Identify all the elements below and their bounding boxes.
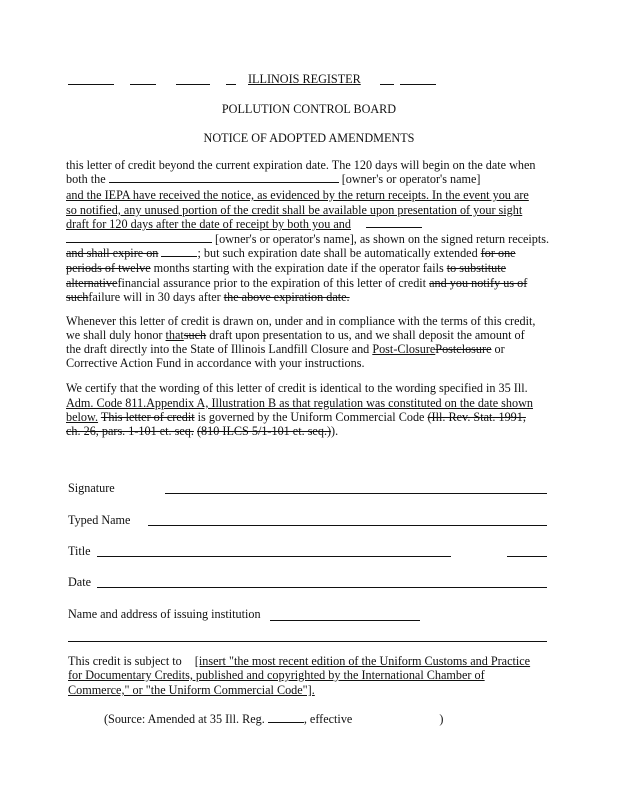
para2-line2: we shall duly honor thatsuch draft upon presentation to us, and we shall deposit the amount of: [66, 328, 525, 342]
owner-name-blank-2: [66, 232, 212, 243]
para3-line4: ch. 26, pars. 1-101 et. seq. (810 ILCS 5/1-101 et. seq.)).: [66, 424, 339, 438]
para3-line3: below. This letter of credit is governed by the Uniform Commercial Code (Ill. Rev. Stat. 1991,: [66, 410, 526, 424]
date-line: [97, 587, 547, 588]
para1-line10: suchfailure will in 30 days after the above expiration date.: [66, 290, 350, 304]
subject-line3: Commerce," or "the Uniform Commercial Code"].: [68, 683, 315, 697]
title-line-end: [507, 556, 547, 557]
para2-line4: Corrective Action Fund in accordance with your instructions.: [66, 356, 365, 370]
signature-label: Signature: [68, 481, 115, 495]
title-line: [97, 556, 451, 557]
para3-line2: Adm. Code 811.Appendix A, Illustration B as that regulation was constituted on the date shown: [66, 396, 534, 410]
register-title: ILLINOIS REGISTER: [248, 72, 361, 86]
typed-name-label: Typed Name: [68, 513, 131, 527]
header-rule: [226, 84, 236, 85]
header-rule: [130, 84, 156, 85]
recipient-blank: [366, 217, 422, 228]
expiration-blank: [161, 246, 197, 257]
para1-line4: so notified, any unused portion of the credit shall be available upon presentation of your sight: [66, 203, 523, 217]
para1-line1: this letter of credit beyond the current expiration date. The 120 days will begin on the date when: [66, 158, 536, 172]
para2-line1: Whenever this letter of credit is drawn on, under and in compliance with the terms of this credit,: [66, 314, 536, 328]
signature-line: [165, 493, 547, 494]
para1-line9: alternativefinancial assurance prior to the expiration of this letter of credit and you notify us of: [66, 276, 528, 290]
header-rule: [400, 84, 436, 85]
source-note: (Source: Amended at 35 Ill. Reg. , effective ): [104, 712, 444, 726]
title-label: Title: [68, 544, 91, 558]
header-rule: [176, 84, 210, 85]
para2-line3: the draft directly into the State of Illinois Landfill Closure and Post-ClosurePostclosure or: [66, 342, 505, 356]
header-rule: [380, 84, 394, 85]
para1-line7: and shall expire on ; but such expiration date shall be automatically extended for one: [66, 246, 516, 260]
para1-line6: [owner's or operator's name], as shown on the signed return receipts.: [66, 232, 549, 246]
effective-blank: [367, 713, 439, 723]
para1-line3: and the IEPA have received the notice, as evidenced by the return receipts. In the event you are: [66, 188, 529, 202]
para1-line8: periods of twelve months starting with the expiration date if the operator fails to substitute: [66, 261, 507, 275]
subject-line1: This credit is subject to [insert "the most recent edition of the Uniform Customs and Practice: [68, 654, 531, 668]
board-title: POLLUTION CONTROL BOARD: [221, 102, 397, 116]
typed-name-line: [148, 525, 547, 526]
owner-name-blank: [109, 172, 339, 183]
date-label: Date: [68, 575, 92, 589]
institution-label: Name and address of issuing institution: [68, 607, 261, 621]
institution-line-2: [68, 641, 547, 642]
para1-line2: both the [owner's or operator's name]: [66, 172, 481, 186]
notice-title: NOTICE OF ADOPTED AMENDMENTS: [203, 131, 415, 145]
para3-line1: We certify that the wording of this letter of credit is identical to the wording specified in 35 Ill.: [66, 381, 528, 395]
institution-line: [270, 620, 420, 621]
para1-line5: draft for 120 days after the date of receipt by both you and: [66, 217, 422, 231]
subject-line2: for Documentary Credits, published and copyrighted by the International Chamber of: [68, 668, 485, 682]
register-blank: [268, 712, 304, 723]
header-rule: [68, 84, 114, 85]
